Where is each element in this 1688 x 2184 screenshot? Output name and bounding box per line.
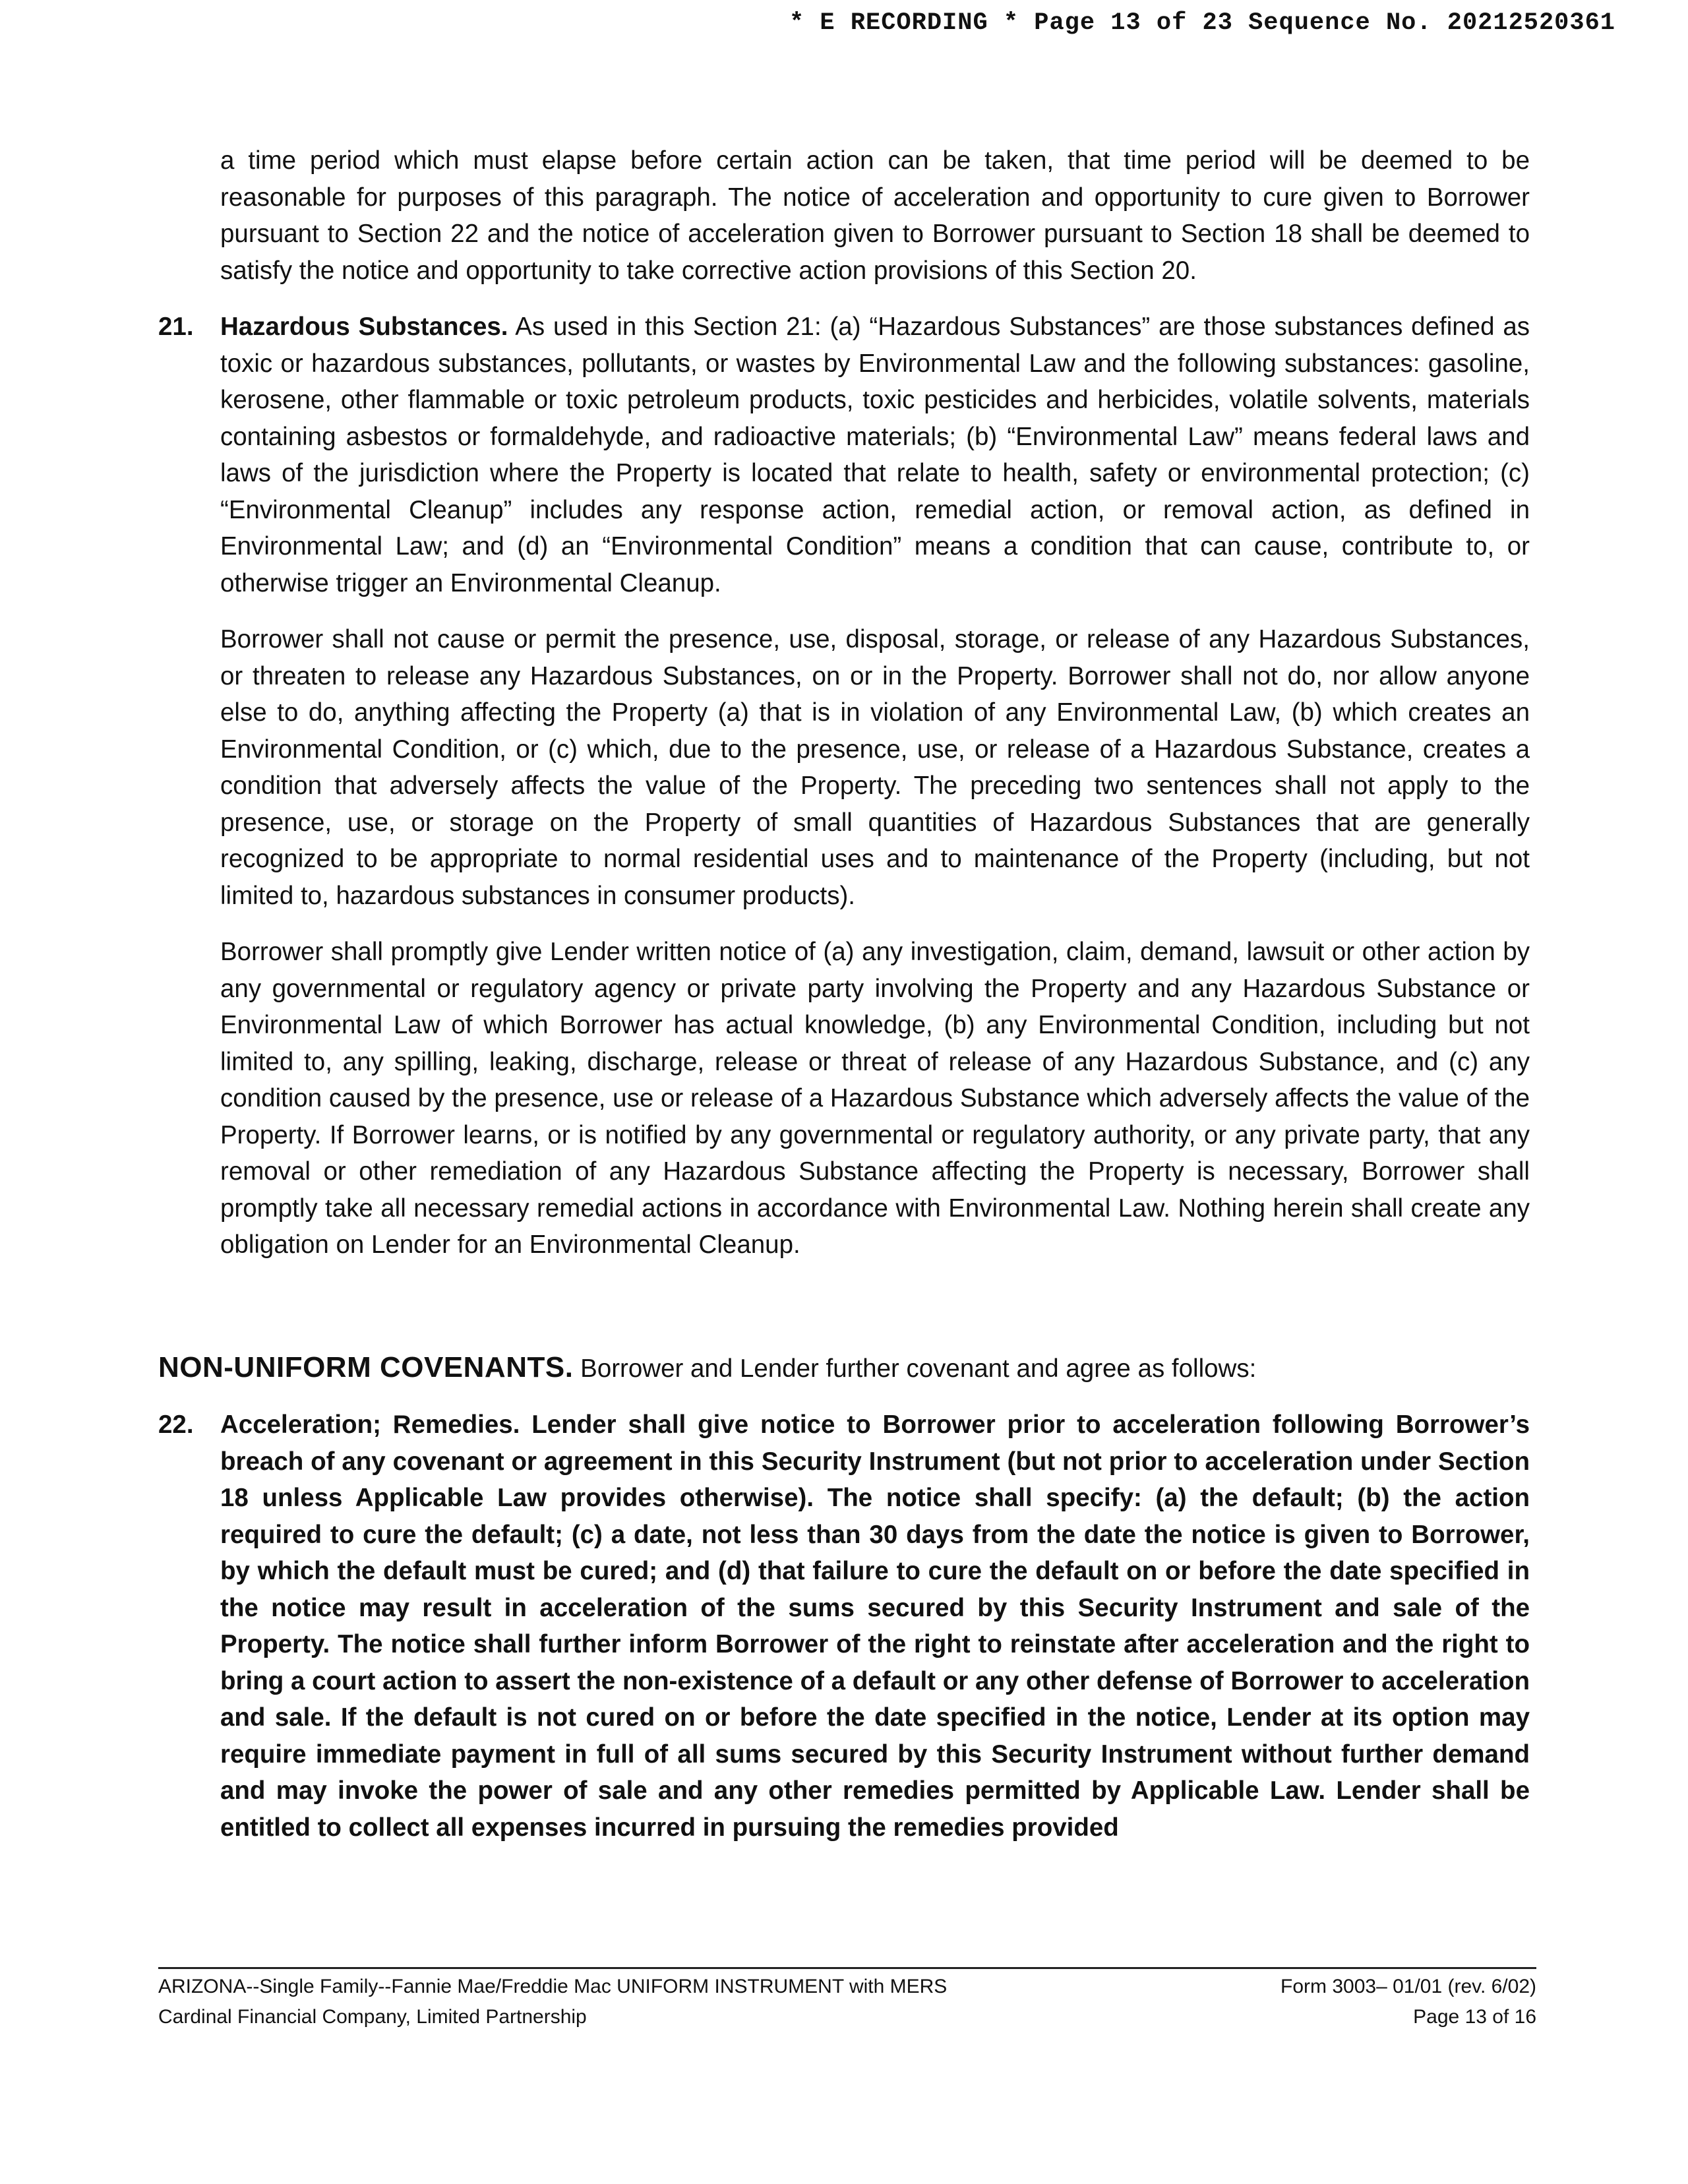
section-21-heading: Hazardous Substances. (220, 313, 508, 341)
section-21-body: As used in this Section 21: (a) “Hazardous Substances” are those substances defined as toxic or hazardous substances, pollutants, or wastes by Environmental Law and the following substances: gasoline, kerosene, other flammable or toxic petroleum products, toxic pesticides and herbicides, volatile solvents, materials containing asbestos or formaldehyde, and radioactive materials; (b) “Environmental Law” means federal laws and laws of the jurisdiction where the Property is located that relate to health, safety or environmental protection; (c) “Environmental Cleanup” includes any response action, remedial action, or removal action, as defined in Environmental Law; and (d) an “Environmental Condition” means a condition that can cause, contribute to, or otherwise trigger an Environmental Cleanup. (220, 313, 1530, 597)
section-22-number: 22. (158, 1410, 194, 1439)
section-22 (158, 1407, 1530, 1846)
section-21-paragraph-3: Borrower shall promptly give Lender written notice of (a) any investigation, claim, demand, lawsuit or other action by any governmental or regulatory agency or private party involving the Property and any Hazardous Substance or Environmental Law of which Borrower has actual knowledge, (b) any Environmental Condition, including but not limited to, any spilling, leaking, discharge, release or threat of release of any Hazardous Substance, and (c) any condition caused by the presence, use or release of a Hazardous Substance which adversely affects the value of the Property. If Borrower learns, or is notified by any governmental or regulatory authority, or any private party, that any removal or other remediation of any Hazardous Substance affecting the Property is necessary, Borrower shall promptly take all necessary remedial actions in accordance with Environmental Law. Nothing herein shall create any obligation on Lender for an Environmental Cleanup. (220, 938, 1530, 1259)
section-20-continuation: a time period which must elapse before certain action can be taken, that time period will be deemed to be reasonable for purposes of this paragraph. The notice of acceleration and opportunity to cure given to Borrower pursuant to Section 22 and the notice of acceleration given to Borrower pursuant to Section 18 shall be deemed to satisfy the notice and opportunity to take corrective action provisions of this Section 20. (220, 146, 1530, 285)
section-22-heading: Acceleration; Remedies. (220, 1410, 520, 1439)
section-21-paragraph-2: Borrower shall not cause or permit the presence, use, disposal, storage, or release of any Hazardous Substances, or threaten to release any Hazardous Substances, on or in the Property. Borrower shall not do, nor allow anyone else to do, anything affecting the Property (a) that is in violation of any Environmental Law, (b) which creates an Environmental Condition, or (c) which, due to the presence, use, or release of a Hazardous Substance, creates a condition that adversely affects the value of the Property. The preceding two sentences shall not apply to the presence, use, or storage on the Property of small quantities of Hazardous Substances that are generally recognized to be appropriate to normal residential uses and to maintenance of the Property (including, but not limited to, hazardous substances in consumer products). (220, 625, 1530, 910)
footer-form-title: ARIZONA--Single Family--Fannie Mae/Freddie Mac UNIFORM INSTRUMENT with MERS (158, 1976, 948, 1997)
footer-divider (158, 1967, 1536, 1969)
non-uniform-covenants (158, 1349, 1530, 1387)
section-22-body: Lender shall give notice to Borrower prior to acceleration following Borrower’s breach of any covenant or agreement in this Security Instrument (but not prior to acceleration under Section 18 unless Applicable Law provides otherwise). The notice shall specify: (a) the default; (b) the action required to cure the default; (c) a date, not less than 30 days from the date the notice is given to Borrower, by which the default must be cured; and (d) that failure to cure the default on or before the date specified in the notice may result in acceleration of the sums secured by this Security Instrument and sale of the Property. The notice shall further inform Borrower of the right to reinstate after acceleration and the right to bring a court action to assert the non-existence of a default or any other defense of Borrower to acceleration and sale. If the default is not cured on or before the date specified in the notice, Lender at its option may require immediate payment in full of all sums secured by this Security Instrument without further demand and may invoke the power of sale and any other remedies permitted by Applicable Law. Lender shall be entitled to collect all expenses incurred in pursuing the remedies provided (220, 1410, 1530, 1842)
page-footer (158, 1972, 1536, 2032)
non-uniform-covenants-text: Borrower and Lender further covenant and agree as follows: (580, 1354, 1257, 1383)
footer-page-number: Page 13 of 16 (1413, 2006, 1536, 2028)
section-21-number: 21. (158, 313, 194, 341)
non-uniform-covenants-heading: NON-UNIFORM COVENANTS. (158, 1350, 574, 1383)
section-21 (158, 309, 1530, 601)
recording-header: * E RECORDING * Page 13 of 23 Sequence No. 20212520361 (789, 9, 1615, 37)
document-body (158, 142, 1530, 1866)
footer-form-number: Form 3003– 01/01 (rev. 6/02) (1281, 1976, 1536, 1997)
footer-lender-name: Cardinal Financial Company, Limited Partnership (158, 2006, 587, 2028)
